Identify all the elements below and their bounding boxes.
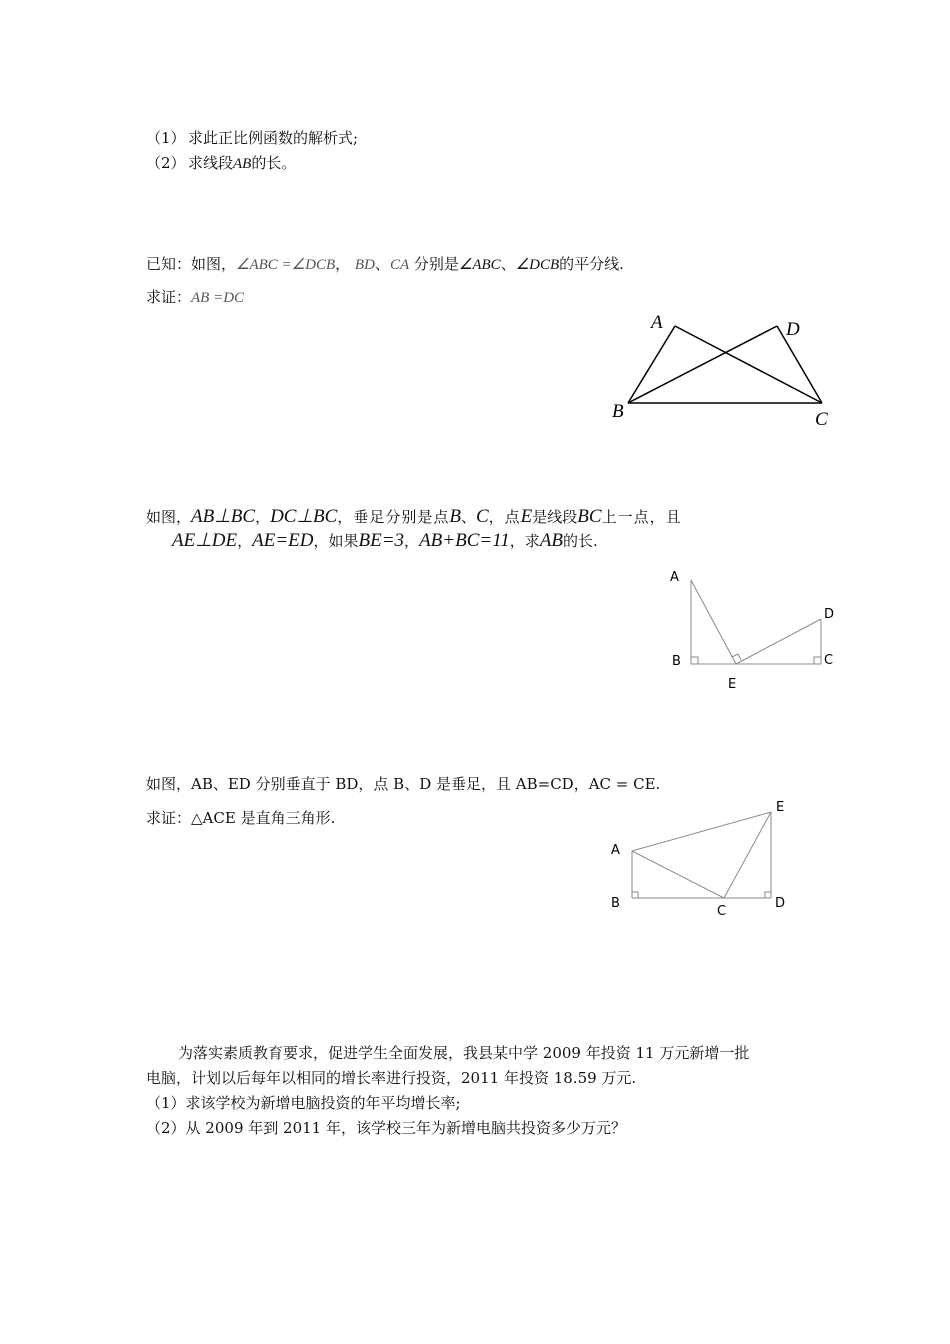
p3-label-c: C [824,653,834,668]
p4-label-d: D [775,896,786,911]
p1-q1-number: （1） [146,129,186,147]
p1-q1-text: 求此正比例函数的解析式; [188,129,359,147]
p3-l1-comma: ， [255,508,271,526]
p3-l2-c: 的长. [563,532,598,550]
p4-line1: 如图，AB、ED 分别垂直于 BD，点 B、D 是垂足，且 AB=CD，AC = CE. [146,775,661,793]
p1-q2-text-a: 求线段 [188,154,234,172]
p2-given-a: 已知：如图， [146,255,237,273]
p5-line2: 电脑，计划以后每年以相同的增长率进行投资，2011 年投资 18.59 万元. [146,1069,637,1087]
p4-line2: 求证：△ACE 是直角三角形. [146,809,336,827]
p3-l2-sum: AB+BC=11 [419,530,510,551]
p3-l2-comma: ， [237,532,253,550]
p2-prove-a: 求证： [146,288,192,306]
p4-label-a: A [611,843,620,858]
p3-l2-ab: AB [539,530,564,551]
p3-l1-ab: AB⊥BC [191,506,256,527]
p2-sep: 、 [374,255,390,273]
p1-q2-ab: AB [233,156,252,172]
p3-label-b: B [672,654,681,669]
p2-label-a: A [651,312,663,333]
p2-given-d: 的平分线. [559,255,624,273]
p3-l2-ae: AE⊥DE [172,530,238,551]
p3-l1-C: C [475,506,489,527]
p3-label-d: D [824,607,835,622]
p3-l2-aeed: AE=ED [252,530,314,551]
p4-segment-ce [724,812,771,898]
p3-l2-be: BE=3 [358,530,405,551]
p2-prove-b: AB =DC [191,290,245,306]
p2-given-b: ， [335,255,351,273]
p5-line3: （1）求该学校为新增电脑投资的年平均增长率; [146,1094,461,1112]
p2-sep2: 、 [500,255,516,273]
p3-l1-d: 是线段 [532,508,578,526]
p3-l1-c: ，点 [488,508,521,526]
p1-q2-text-c: 的长。 [251,154,297,172]
p2-given-angle: ∠ABC =∠DCB [236,257,336,273]
p2-label-b: B [612,401,624,422]
p5-line1: 为落实素质教育要求，促进学生全面发展，我县某中学 2009 年投资 11 万元新增一批 [178,1044,750,1062]
p2-label-d: D [786,319,800,340]
p2-given-c: 分别是 [413,255,459,273]
p3-l2-b: ，求 [509,532,540,550]
p5-line4: （2）从 2009 年到 2011 年，该学校三年为新增电脑共投资多少万元？ [146,1119,626,1137]
p4-segment-ac [632,851,724,898]
p2-label-c: C [815,409,828,430]
p3-l1-e: 上一点，且 [601,508,682,526]
p4-right-angle-b [632,892,638,898]
p2-ca: CA [389,257,410,273]
p3-l1-b: ，垂足分别是点 [337,508,450,526]
p3-label-e: E [728,677,737,692]
p3-l1-dc: DC⊥BC [270,506,338,527]
p3-l2-a: ，如果 [313,532,359,550]
p3-l1-sep: 、 [460,508,476,526]
p4-label-c: C [717,904,727,919]
p2-bd: BD [354,257,375,273]
p3-label-a: A [670,570,679,585]
p3-l2-comma2: ， [404,532,420,550]
p4-segment-ae [632,812,771,851]
p2-angle2: ∠DCB [515,257,560,273]
p2-angle1: ∠ABC [458,257,501,273]
p3-l1-E: E [520,506,533,527]
p3-l1-B: B [449,506,461,527]
p3-l1-BC: BC [577,506,602,527]
p4-label-b: B [611,896,620,911]
p4-label-e: E [776,800,785,815]
p3-l1-a: 如图， [146,508,192,526]
p1-q2-number: （2） [146,154,186,172]
p4-right-angle-d [765,892,771,898]
